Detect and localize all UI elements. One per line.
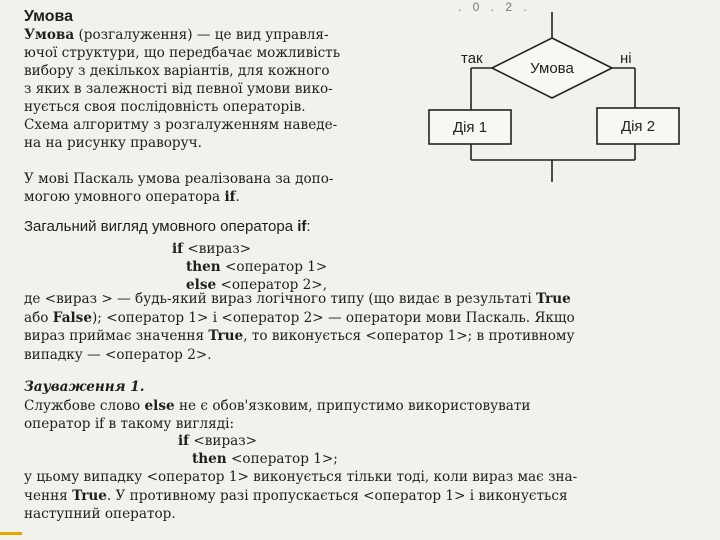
intro-line: ючої структури, що передбачає можливість <box>24 45 341 61</box>
intro-line: вибору з декількох варіантів, для кожного <box>24 63 330 79</box>
explanation-line <box>24 327 704 346</box>
explanation-text: , то виконується <оператор 1>; в противному <box>243 328 575 344</box>
code-block-short <box>178 432 338 468</box>
note-title: Зауваження 1. <box>24 379 145 395</box>
keyword-else: else <box>144 397 175 414</box>
explanation-line: випадку — <оператор 2>. <box>24 346 212 363</box>
pascal-text: могою умовного оператора <box>24 189 225 205</box>
intro-line: Схема алгоритму з розгалуженням наведе- <box>24 117 338 133</box>
note-paragraph <box>24 378 704 434</box>
code-keyword: if <box>172 241 184 257</box>
code-keyword: then <box>186 259 221 275</box>
explanation-paragraph <box>24 290 704 364</box>
term-bold: Умова <box>24 27 75 43</box>
code-text: <вираз> <box>183 241 252 257</box>
final-line: у цьому випадку <оператор 1> виконується тільки тоді, коли вираз має зна- <box>24 469 578 485</box>
code-text: <оператор 1> <box>220 259 328 275</box>
scan-artifact: . 0 . 2 . <box>458 0 531 14</box>
note-line <box>24 397 704 416</box>
value-true: True <box>72 487 107 504</box>
code-block-full <box>172 240 327 294</box>
code-text: <вираз> <box>189 433 258 449</box>
pascal-paragraph <box>24 170 414 206</box>
explanation-line <box>24 290 704 309</box>
general-view-title <box>24 218 311 235</box>
code-text: <оператор 1>; <box>226 451 338 467</box>
value-true: True <box>208 328 244 344</box>
punctuation: . <box>235 189 240 205</box>
final-line <box>24 487 704 506</box>
intro-line: нується своя послідовність операторів. <box>24 99 306 115</box>
explanation-text: вираз приймає значення <box>24 328 209 344</box>
note-text: Службове слово <box>24 397 145 414</box>
punctuation: : <box>306 218 311 235</box>
code-keyword: then <box>192 451 227 467</box>
explanation-line <box>24 309 704 328</box>
action-2-label: Дія 2 <box>620 118 656 135</box>
keyword-if: if <box>224 189 236 205</box>
keyword-if: if <box>297 218 307 235</box>
code-line <box>178 432 338 450</box>
final-line: наступний оператор. <box>24 506 176 522</box>
intro-line <box>24 26 414 44</box>
code-keyword: else <box>186 277 217 293</box>
intro-text: (розгалуження) — це вид управля- <box>74 27 329 43</box>
code-keyword: if <box>178 433 190 449</box>
final-text: чення <box>24 487 73 504</box>
branching-flowchart <box>425 10 715 185</box>
intro-line: з яких в залежності від певної умови вико- <box>24 81 333 97</box>
no-label: ні <box>620 50 632 67</box>
explanation-text: або <box>24 309 53 326</box>
value-false: False <box>52 309 92 326</box>
code-line <box>172 258 327 276</box>
note-text: не є обов'язковим, припустимо використовувати <box>174 397 531 414</box>
condition-label: Умова <box>530 60 574 77</box>
slide-corner-mark <box>0 532 22 535</box>
general-view-text: Загальний вигляд умовного оператора <box>24 218 298 235</box>
action-1-label: Дія 1 <box>452 119 488 136</box>
intro-paragraph <box>24 26 414 152</box>
yes-label: так <box>461 50 483 67</box>
final-paragraph <box>24 468 704 524</box>
explanation-text: де <вираз > — будь-який вираз логічного типу (що видає в результаті <box>24 291 536 307</box>
note-line: оператор if в такому вигляді: <box>24 416 235 432</box>
final-text: . У противному разі пропускається <оператор 1> і виконується <box>106 487 568 504</box>
code-text: <оператор 2>, <box>216 277 328 293</box>
code-line <box>172 240 327 258</box>
pascal-line: У мові Паскаль умова реалізована за допо- <box>24 171 334 187</box>
value-true: True <box>535 291 571 307</box>
intro-line: на на рисунку праворуч. <box>24 135 202 151</box>
section-heading: Умова <box>24 8 74 25</box>
pascal-line <box>24 188 414 206</box>
explanation-text: ); <оператор 1> і <оператор 2> — оператори мови Паскаль. Якщо <box>91 309 575 326</box>
code-line <box>178 450 338 468</box>
